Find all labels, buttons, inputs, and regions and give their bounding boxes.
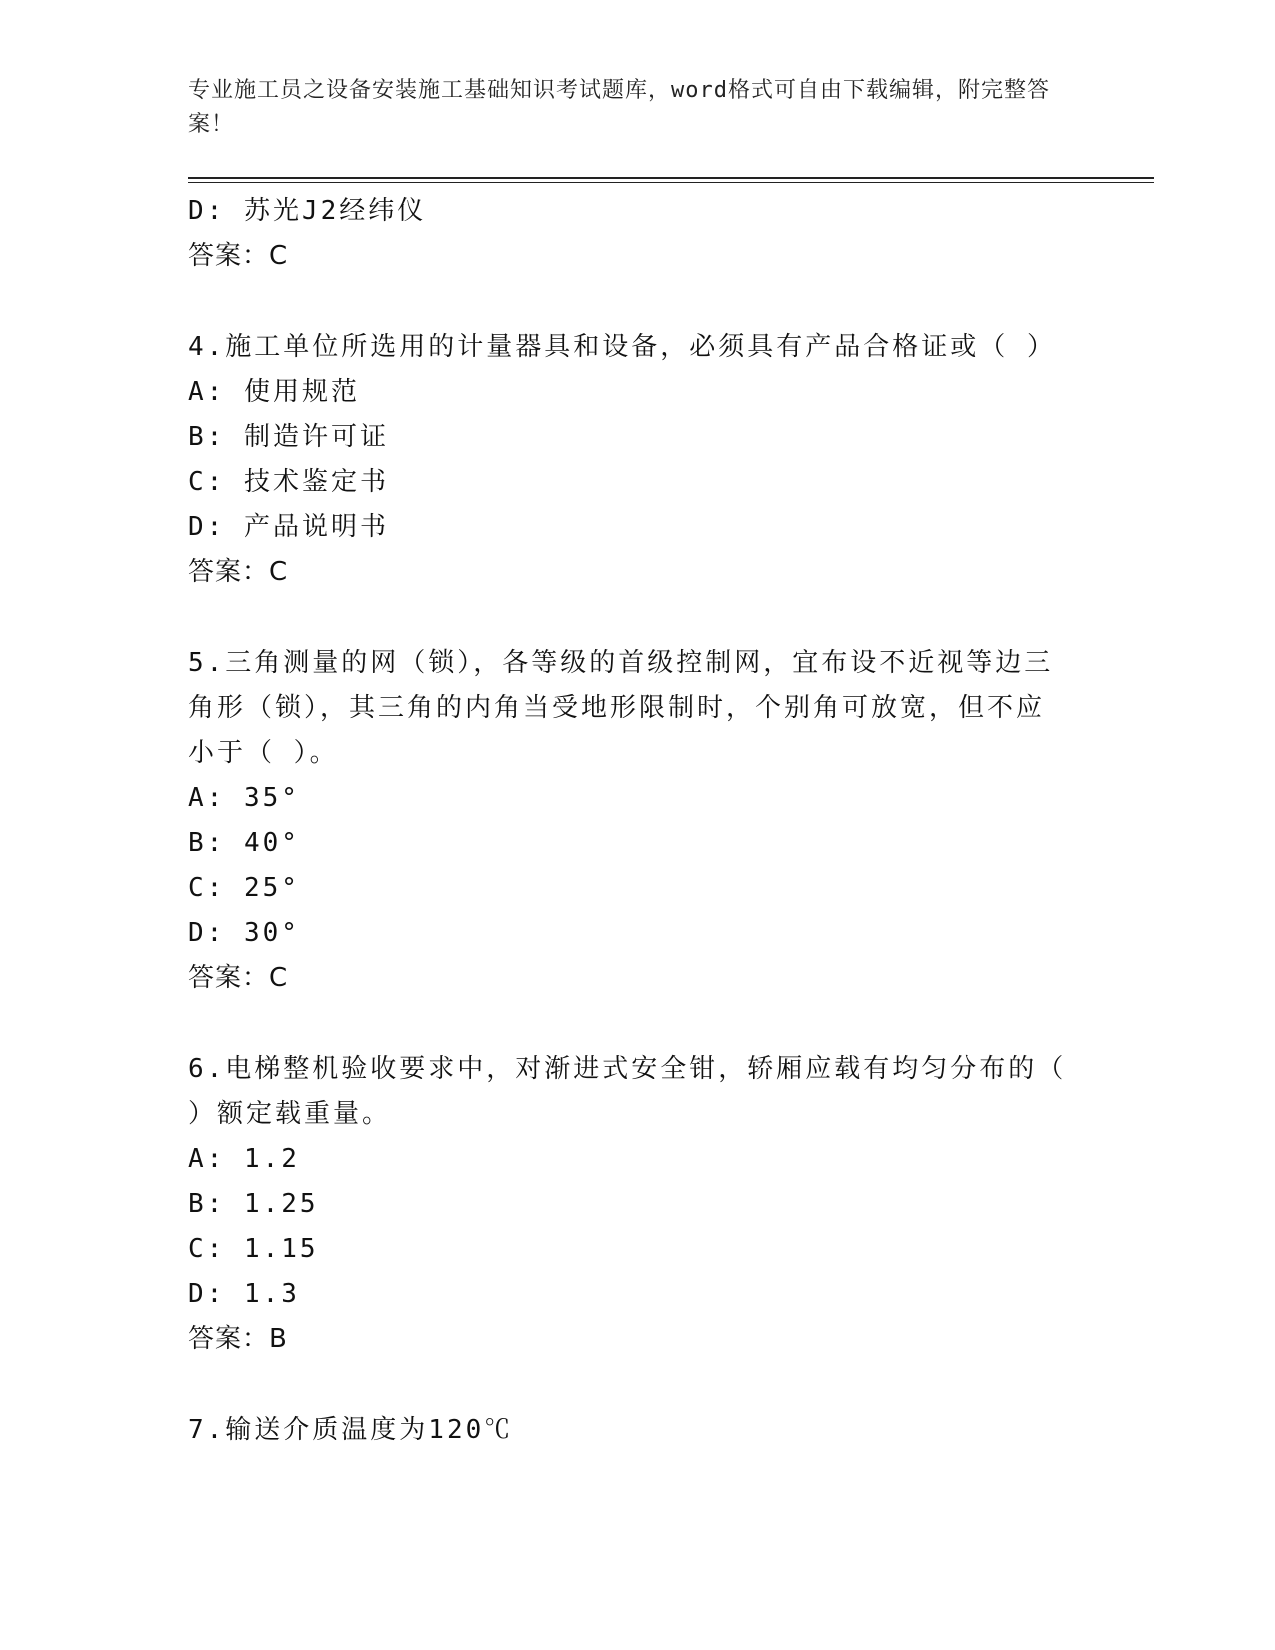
- question-text: 7.输送介质温度为120℃: [188, 1415, 514, 1445]
- question-7: [188, 1408, 1068, 1453]
- option-c: C: 1.15: [188, 1234, 319, 1264]
- answer: 答案：C: [188, 241, 289, 271]
- question-text: 6.电梯整机验收要求中，对渐进式安全钳，轿厢应载有均匀分布的（ ）额定载重量。: [188, 1054, 1067, 1129]
- option-b: B: 制造许可证: [188, 422, 389, 452]
- option-b: B: 1.25: [188, 1189, 319, 1219]
- option-d: D: 30°: [188, 918, 300, 948]
- question-text: 5.三角测量的网（锁），各等级的首级控制网，宜布设不近视等边三角形（锁），其三角的内角当受地形限制时，个别角可放宽，但不应小于（ ）。: [188, 648, 1054, 768]
- option-b: B: 40°: [188, 828, 300, 858]
- question-text: 4.施工单位所选用的计量器具和设备，必须具有产品合格证或（ ）: [188, 332, 1056, 362]
- question-6: [188, 1047, 1068, 1362]
- option-c: C: 技术鉴定书: [188, 467, 389, 497]
- option-d: D: 产品说明书: [188, 512, 389, 542]
- option-d: D: 1.3: [188, 1279, 300, 1309]
- question-4: [188, 325, 1068, 595]
- header-rule-thin: [188, 182, 1154, 183]
- answer: 答案：C: [188, 557, 289, 587]
- option-c: C: 25°: [188, 873, 300, 903]
- option-a: A: 1.2: [188, 1144, 300, 1174]
- option-a: A: 35°: [188, 783, 300, 813]
- question-5: [188, 641, 1068, 1001]
- document-header: 专业施工员之设备安装施工基础知识考试题库，word格式可自由下载编辑，附完整答案！: [188, 78, 1050, 137]
- question-list: [188, 189, 1068, 1453]
- option-d: D: 苏光J2经纬仪: [188, 196, 427, 226]
- option-a: A: 使用规范: [188, 377, 360, 407]
- answer: 答案：B: [188, 1324, 288, 1354]
- answer: 答案：C: [188, 963, 289, 993]
- header-rule-thick: [188, 177, 1154, 179]
